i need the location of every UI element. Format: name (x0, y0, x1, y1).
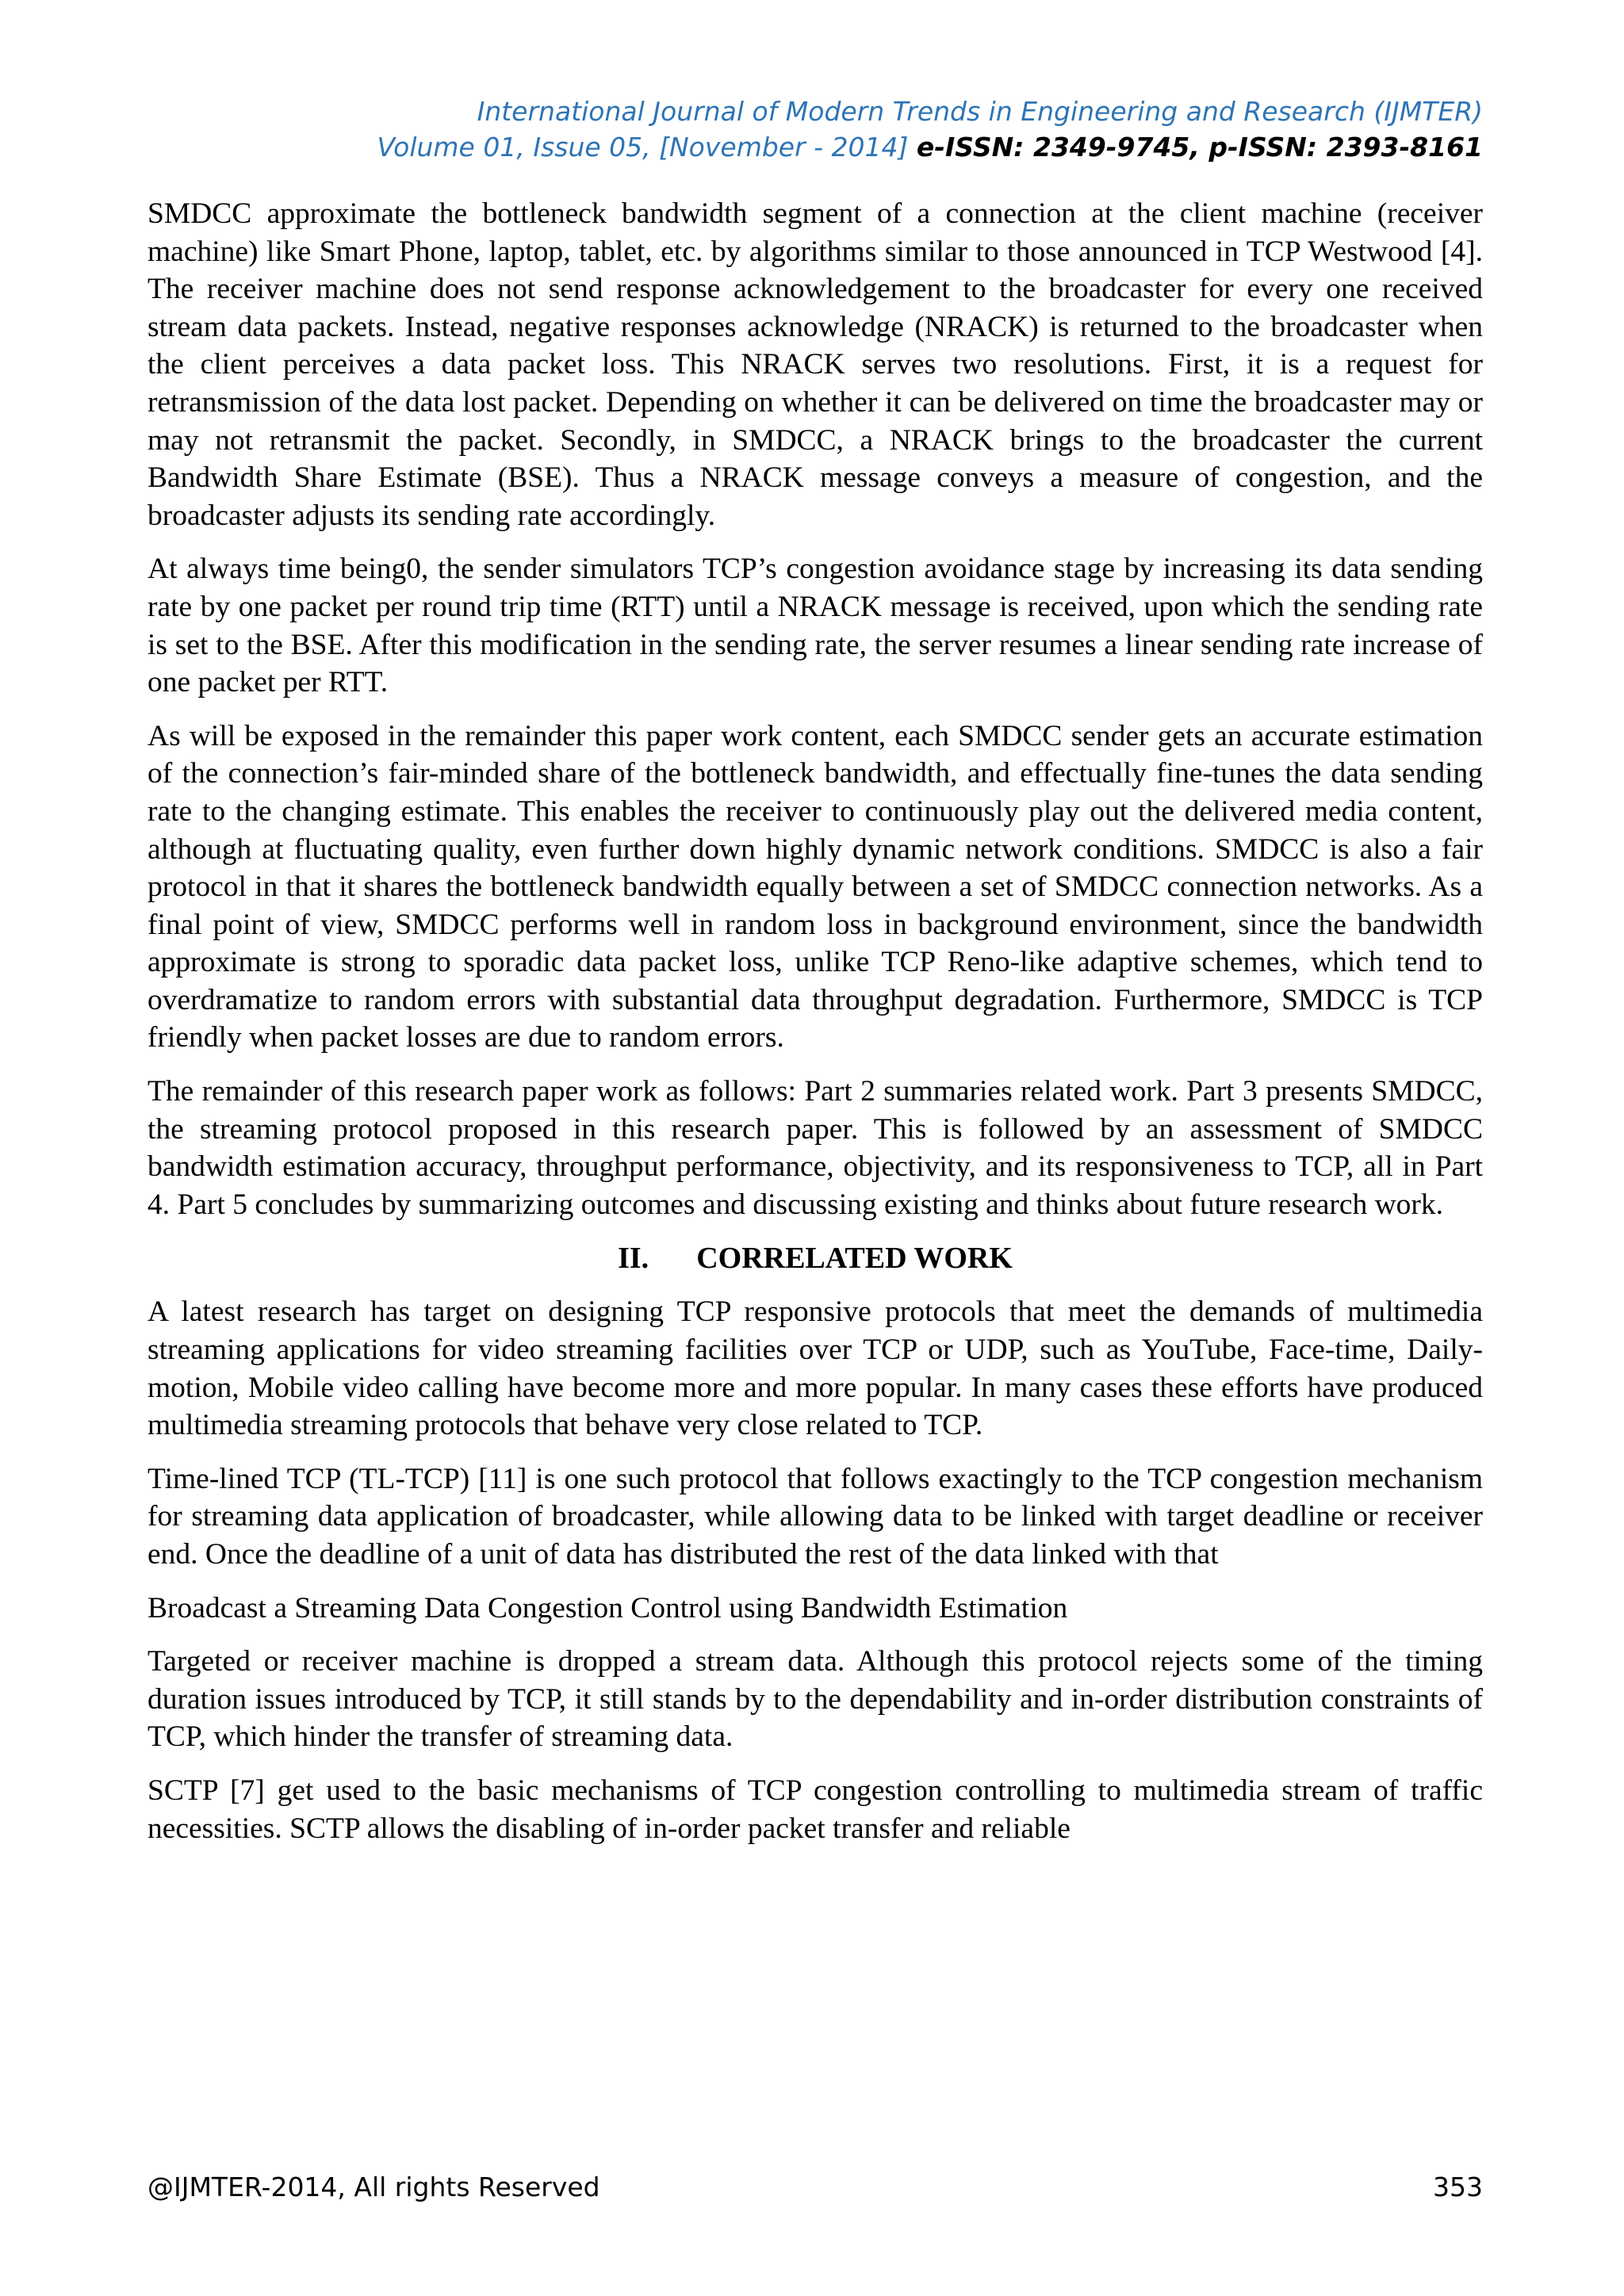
section-title: CORRELATED WORK (696, 1242, 1013, 1276)
section-heading (147, 1239, 1483, 1277)
running-header (377, 94, 1484, 165)
journal-title: International Journal of Modern Trends in Engineering and Research (IJMTER) (477, 96, 1483, 127)
paragraph: SMDCC approximate the bottleneck bandwidth segment of a connection at the client machine (receiver machine) like Smart Phone, laptop, tablet, etc. by algorithms similar to those announced in TCP Westwood [4]. The receiver machine does not send response acknowledgement to the broadcaster for every one received stream data packets. Instead, negative responses acknowledge (NRACK) is returned to the broadcaster when the client perceives a data packet loss. This NRACK serves two resolutions. First, it is a request for retransmission of the data lost packet. Depending on whether it can be delivered on time the broadcaster may or may not retransmit the packet. Secondly, in SMDCC, a NRACK brings to the broadcaster the current Bandwidth Share Estimate (BSE). Thus a NRACK message conveys a measure of congestion, and the broadcaster adjusts its sending rate accordingly. (147, 197, 1483, 532)
page-number: 353 (1433, 2172, 1483, 2202)
paragraph: Targeted or receiver machine is dropped a stream data. Although this protocol rejects some of the timing duration issues introduced by TCP, it still stands by to the dependability and in-order distribution constraints of TCP, which hinder the transfer of streaming data. (147, 1645, 1483, 1754)
volume-info: Volume 01, Issue 05, [November - 2014] (377, 132, 909, 163)
page-footer (147, 2171, 1483, 2204)
section-number: II. (618, 1242, 649, 1276)
paragraph: Time-lined TCP (TL-TCP) [11] is one such protocol that follows exactingly to the TCP congestion mechanism for streaming data application of broadcaster, while allowing data to be linked with target deadline or receiver end. Once the deadline of a unit of data has distributed the rest of the data linked with that (147, 1462, 1483, 1571)
paragraph: As will be exposed in the remainder this paper work content, each SMDCC sender gets an accurate estimation of the connection’s fair-minded share of the bottleneck bandwidth, and effectually fine-tunes the data sending rate to the changing estimate. This enables the receiver to continuously play out the delivered media content, although at fluctuating quality, even further down highly dynamic network conditions. SMDCC is also a fair protocol in that it shares the bottleneck bandwidth equally between a set of SMDCC connection networks. As a final point of view, SMDCC performs well in random loss in background environment, since the bandwidth approximate is strong to sporadic data packet loss, unlike TCP Reno-like adaptive schemes, which tend to overdramatize to random errors with substantial data throughput degradation. Furthermore, SMDCC is TCP friendly when packet losses are due to random errors. (147, 719, 1483, 1054)
paragraph: SCTP [7] get used to the basic mechanisms of TCP congestion controlling to multimedia stream of traffic necessities. SCTP allows the disabling of in-order packet transfer and reliable (147, 1774, 1483, 1845)
volume-issn-line (377, 129, 1484, 165)
paragraph: Broadcast a Streaming Data Congestion Control using Bandwidth Estimation (147, 1591, 1068, 1624)
copyright-notice: @IJMTER-2014, All rights Reserved (147, 2172, 600, 2202)
issn-info: e-ISSN: 2349-9745, p-ISSN: 2393-8161 (916, 132, 1483, 163)
paragraph: A latest research has target on designing TCP responsive protocols that meet the demands of multimedia streaming applications for video streaming facilities over TCP or UDP, such as YouTube, Face-time, Daily-motion, Mobile video calling have become more and more popular. In many cases these efforts have produced multimedia streaming protocols that behave very close related to TCP. (147, 1295, 1483, 1442)
body-text (147, 195, 1483, 1863)
paragraph: At always time being0, the sender simulators TCP’s congestion avoidance stage by increasing its data sending rate by one packet per round trip time (RTT) until a NRACK message is received, upon which the sending rate is set to the BSE. After this modification in the sending rate, the server resumes a linear sending rate increase of one packet per RTT. (147, 553, 1483, 699)
paragraph: The remainder of this research paper work as follows: Part 2 summaries related work. Part 3 presents SMDCC, the streaming protocol proposed in this research paper. This is followed by an assessment of SMDCC bandwidth estimation accuracy, throughput performance, objectivity, and its responsiveness to TCP, all in Part 4. Part 5 concludes by summarizing outcomes and discussing existing and thinks about future research work. (147, 1075, 1483, 1221)
